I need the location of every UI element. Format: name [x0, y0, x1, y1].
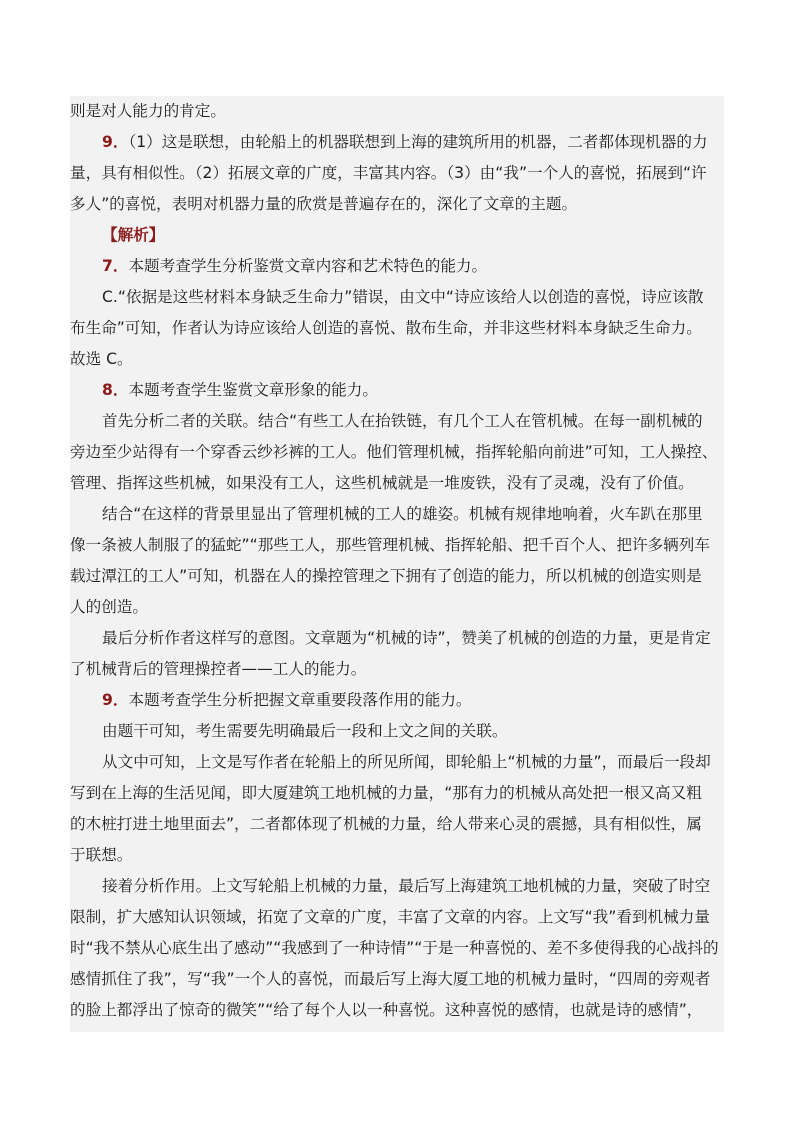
text-line: C.“依据是这些材料本身缺乏生命力”错误，由文中“诗应该给人以创造的喜悦，诗应该散 [102, 288, 704, 306]
text-line: 感情抓住了我”，写“我”一个人的喜悦，而最后写上海大厦工地的机械力量时，“四周的旁观者 [70, 970, 711, 988]
text-line: 管理、指挥这些机械，如果没有工人，这些机械就是一堆废铁，没有了灵魂，没有了价值。 [70, 474, 694, 492]
text-line: 了机械背后的管理操控者——工人的能力。 [70, 660, 367, 678]
text-line: 载过潭江的工人”可知，机器在人的操控管理之下拥有了创造的能力，所以机械的创造实则是 [70, 567, 702, 585]
answer-item-9: 9．（1）这是联想，由轮船上的机器联想到上海的建筑所用的机器，二者都体现机器的力 [102, 133, 708, 151]
item-number: 9． [102, 133, 129, 151]
item-number: 9． [102, 691, 129, 709]
text-line: 多人”的喜悦，表明对机器力量的欣赏是普遍存在的，深化了文章的主题。 [70, 195, 578, 213]
text-line: 结合“在这样的背景里显出了管理机械的工人的雄姿。机械有规律地响着，火车趴在那里 [102, 505, 703, 523]
text-line: 则是对人能力的肯定。 [70, 102, 226, 120]
text-line: 限制，扩大感知认识领域，拓宽了文章的广度，丰富了文章的内容。上文写“我”看到机械力量 [70, 908, 710, 926]
text-line: 旁边至少站得有一个穿香云纱衫裤的工人。他们管理机械，指挥轮船向前进”可知，工人操控、 [70, 443, 718, 461]
analysis-heading: 【解析】 [102, 226, 165, 244]
text-line: 量，具有相似性。（2）拓展文章的广度，丰富其内容。（3）由“我”一个人的喜悦，拓展到“许 [70, 164, 707, 182]
analysis-item-7: 7．本题考查学生分析鉴赏文章内容和艺术特色的能力。 [102, 257, 488, 275]
text-line: 的木桩打进土地里面去”，二者都体现了机械的力量，给人带来心灵的震撼，具有相似性，属 [70, 815, 702, 833]
text-line: 的脸上都浮出了惊奇的微笑”“给了每个人以一种喜悦。这种喜悦的感情，也就是诗的感情”， [70, 1001, 703, 1019]
text-line: 故选 C。 [70, 350, 133, 368]
text-line: 像一条被人制服了的猛蛇”“那些工人，那些管理机械、指挥轮船、把千百个人、把许多辆列车 [70, 536, 710, 554]
item-number: 7． [102, 257, 129, 275]
text-line: 写到在上海的生活见闻，即大厦建筑工地机械的力量，“那有力的机械从高处把一根又高又粗 [70, 784, 702, 802]
text-line: 由题干可知，考生需要先明确最后一段和上文之间的关联。 [102, 722, 508, 740]
text-line: 首先分析二者的关联。结合“有些工人在抬铁链，有几个工人在管机械。在每一副机械的 [102, 412, 703, 430]
analysis-item-8: 8．本题考查学生鉴赏文章形象的能力。 [102, 381, 378, 399]
text-line: 时“我不禁从心底生出了感动”“我感到了一种诗情”“于是一种喜悦的、差不多使得我的心战抖的 [70, 939, 719, 957]
item-number: 8． [102, 381, 129, 399]
text-line: 从文中可知，上文是写作者在轮船上的所见所闻，即轮船上“机械的力量”，而最后一段却 [102, 753, 711, 771]
document-body [70, 96, 724, 1032]
text-line: 人的创造。 [70, 598, 148, 616]
text-line: 于联想。 [70, 846, 133, 864]
text-line: 布生命”可知，作者认为诗应该给人创造的喜悦、散布生命，并非这些材料本身缺乏生命力。 [70, 319, 702, 337]
text-line: 最后分析作者这样写的意图。文章题为“机械的诗”，赞美了机械的创造的力量，更是肯定 [102, 629, 711, 647]
text-line: 接着分析作用。上文写轮船上机械的力量，最后写上海建筑工地机械的力量，突破了时空 [102, 877, 711, 895]
analysis-item-9: 9．本题考查学生分析把握文章重要段落作用的能力。 [102, 691, 472, 709]
